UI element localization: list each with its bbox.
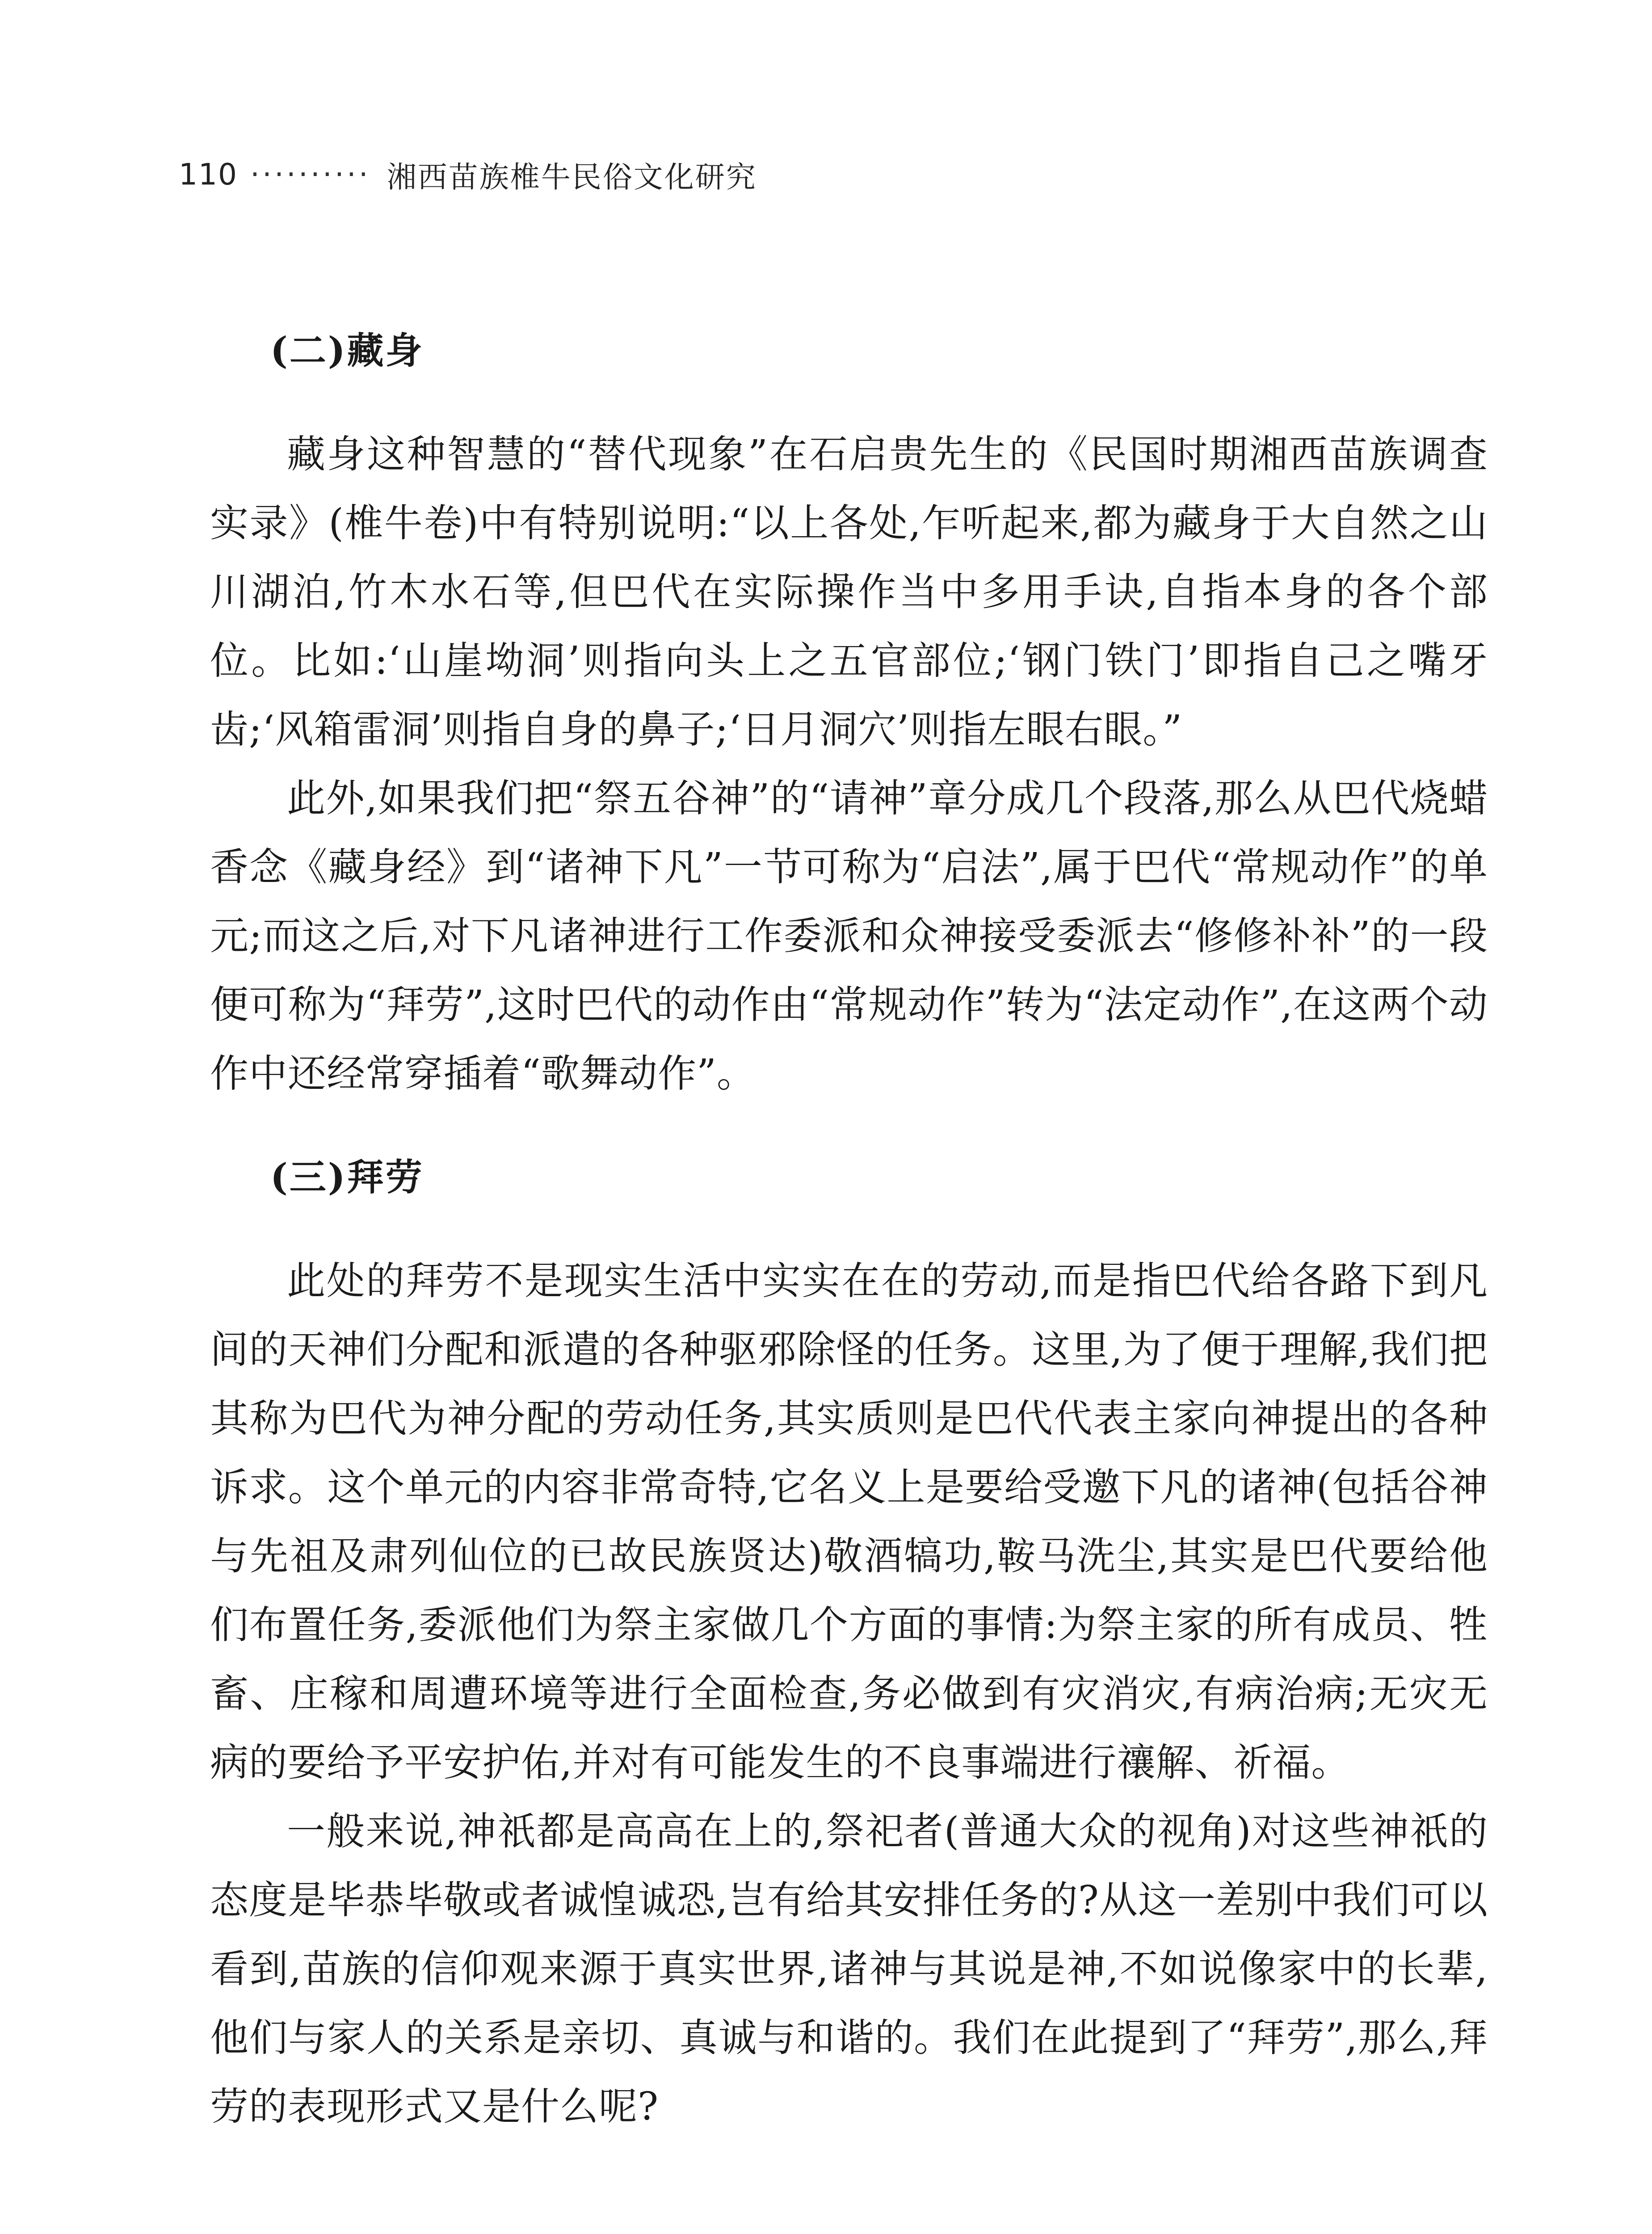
page-body bbox=[210, 322, 1488, 2141]
book-title: 湘西苗族椎牛民俗文化研究 bbox=[387, 160, 757, 194]
page-number: 110 bbox=[179, 157, 238, 192]
paragraph: 此处的拜劳不是现实生活中实实在在的劳动,而是指巴代给各路下到凡间的天神们分配和派遣的各种驱邪除怪的任务。这里,为了便于理解,我们把其称为巴代为神分配的劳动任务,其实质则是巴代代表主家向神提出的各种诉求。这个单元的内容非常奇特,它名义上是要给受邀下凡的诸神(包括谷神与先祖及肃列仙位的已故民族贤达)敬酒犒功,鞍马洗尘,其实是巴代要给他们布置任务,委派他们为祭主家做几个方面的事情:为祭主家的所有成员、牲畜、庄稼和周遭环境等进行全面检查,务必做到有灾消灾,有病治病;无灾无病的要给予平安护佑,并对有可能发生的不良事端进行禳解、祈福。 bbox=[210, 1259, 1488, 1785]
section-heading-cangshen: (二)藏身 bbox=[270, 329, 424, 372]
paragraph: 一般来说,神祇都是高高在上的,祭祀者(普通大众的视角)对这些神祇的态度是毕恭毕敬或者诚惶诚恐,岂有给其安排任务的?从这一差别中我们可以看到,苗族的信仰观来源于真实世界,诸神与其说是神,不如说像家中的长辈,他们与家人的关系是亲切、真诚与和谐的。我们在此提到了“拜劳”,那么,拜劳的表现形式又是什么呢? bbox=[210, 1809, 1488, 2129]
running-header bbox=[179, 147, 757, 201]
paragraph: 藏身这种智慧的“替代现象”在石启贵先生的《民国时期湘西苗族调查实录》(椎牛卷)中有特别说明:“以上各处,乍听起来,都为藏身于大自然之山川湖泊,竹木水石等,但巴代在实际操作当中多用手诀,自指本身的各个部位。比如:‘山崖坳洞’则指向头上之五官部位;‘钢门铁门’即指自己之嘴牙齿;‘风箱雷洞’则指自身的鼻子;‘日月洞穴’则指左眼右眼。” bbox=[210, 432, 1488, 752]
paragraph: 此外,如果我们把“祭五谷神”的“请神”章分成几个段落,那么从巴代烧蜡香念《藏身经》到“诸神下凡”一节可称为“启法”,属于巴代“常规动作”的单元;而这之后,对下凡诸神进行工作委派和众神接受委派去“修修补补”的一段便可称为“拜劳”,这时巴代的动作由“常规动作”转为“法定动作”,在这两个动作中还经常穿插着“歌舞动作”。 bbox=[210, 776, 1488, 1096]
dot-leader: ·········· bbox=[250, 157, 371, 192]
section-heading-bailao: (三)拜劳 bbox=[270, 1156, 424, 1199]
